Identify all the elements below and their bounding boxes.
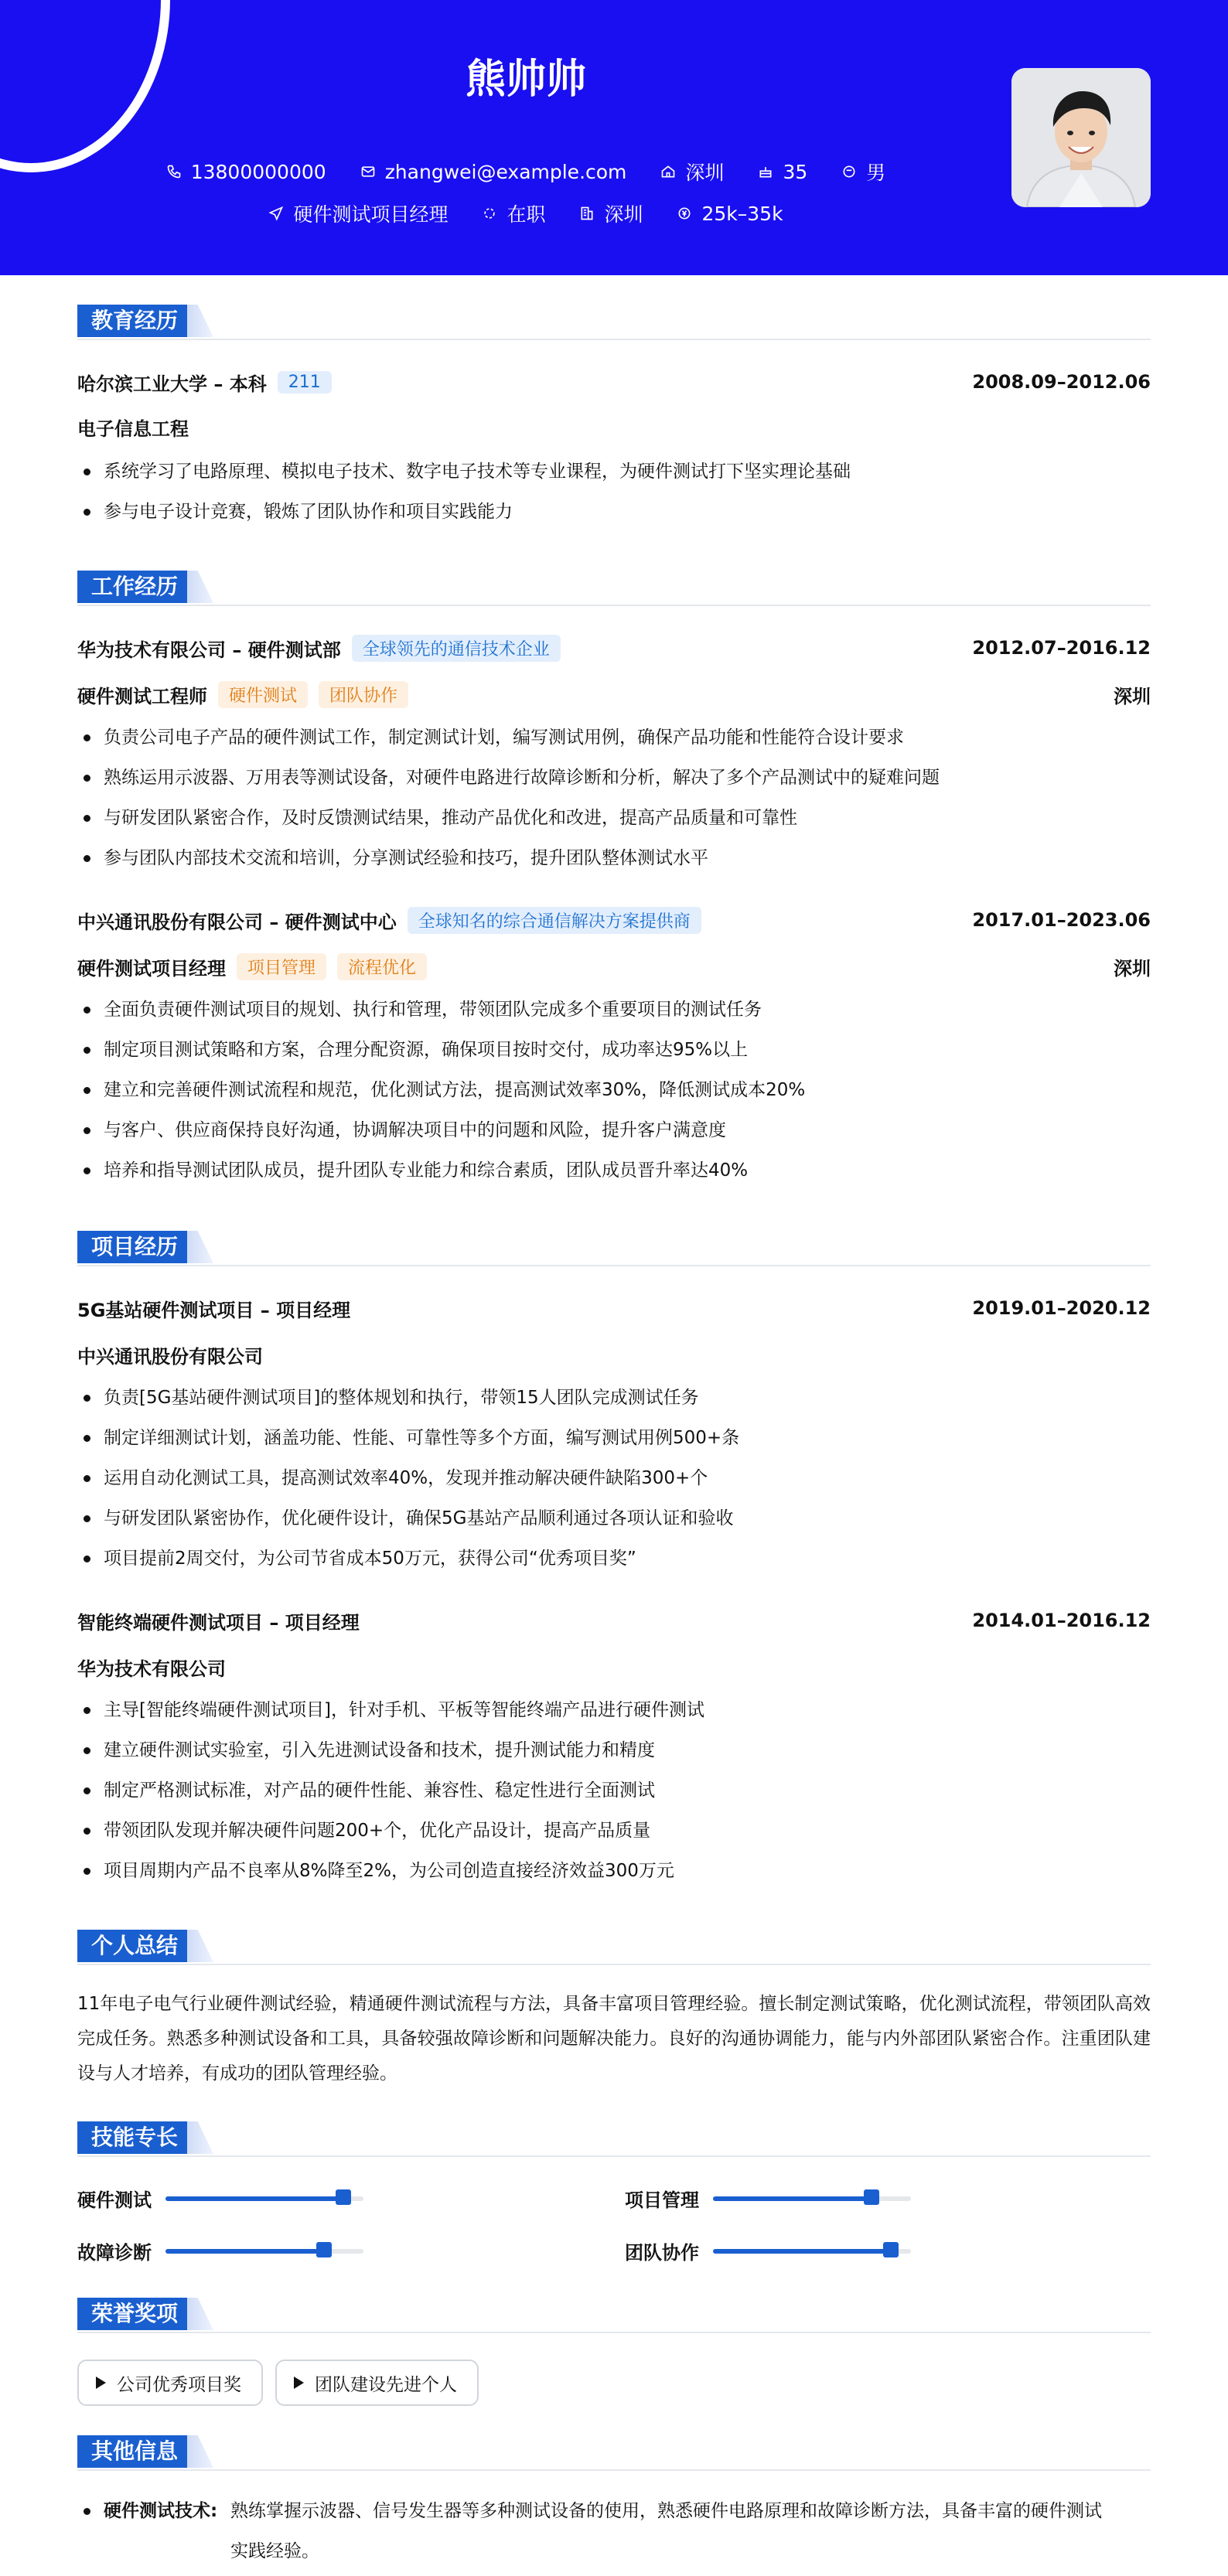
list-item: 带领团队发现并解决硬件问题200+个，优化产品设计，提高产品质量 [77, 1811, 1151, 1851]
job-bullets [77, 990, 1151, 1191]
skill-fill [713, 2249, 891, 2254]
education-row [77, 366, 1151, 397]
status-icon [482, 206, 497, 221]
education-bullets [77, 451, 1151, 532]
skill-knob [316, 2242, 332, 2257]
job-row [0, 199, 1052, 227]
skill-name: 硬件测试 [77, 2189, 152, 2211]
section-tail-decoration [187, 1930, 213, 1962]
gender-icon [841, 164, 857, 179]
candidate-name: 熊帅帅 [465, 56, 586, 103]
play-triangle-icon [294, 2377, 304, 2389]
list-item: 系统学习了电路原理、模拟电子技术、数字电子技术等专业课程，为硬件测试打下坚实理论基础 [77, 451, 1151, 492]
other-info-text [230, 2491, 1151, 2571]
list-item: 负责[5G基站硬件测试项目]的整体规划和执行，带领15人团队完成测试任务 [77, 1378, 1151, 1418]
section-divider [77, 2469, 1151, 2471]
section-tail-decoration [187, 2435, 213, 2468]
section-tail-decoration [187, 2298, 213, 2330]
school-name: 哈尔滨工业大学 – 本科 [77, 373, 267, 395]
project-name: 5G基站硬件测试项目 – 项目经理 [77, 1299, 351, 1321]
section-tail-decoration [187, 305, 213, 337]
school-tag: 211 [278, 371, 332, 394]
age-info [758, 158, 807, 186]
section-label: 技能专长 [77, 2121, 190, 2154]
skill-name: 项目管理 [625, 2189, 699, 2211]
job-location: 深圳 [1114, 685, 1151, 707]
skill-bar [713, 2249, 911, 2254]
job-role: 硬件测试工程师 [77, 685, 207, 707]
job-role-row [77, 951, 1151, 982]
section-label: 教育经历 [77, 305, 190, 337]
section-title-skills [77, 2121, 1151, 2154]
list-item: 与研发团队紧密合作，及时反馈测试结果，推动产品优化和改进，提高产品质量和可靠性 [77, 798, 1151, 838]
list-item: 培养和指导测试团队成员，提升团队专业能力和综合素质，团队成员晋升率达40% [77, 1150, 1151, 1191]
skill-teamwork [625, 2237, 911, 2264]
section-label: 其他信息 [77, 2435, 190, 2468]
send-icon [268, 206, 284, 221]
age-text: 35 [783, 160, 808, 183]
section-title-awards [77, 2298, 1151, 2330]
list-item: 制定严格测试标准，对产品的硬件性能、兼容性、稳定性进行全面测试 [77, 1770, 1151, 1811]
project-bullets [77, 1378, 1151, 1579]
list-item: 负责公司电子产品的硬件测试工作，制定测试计划，编写测试用例，确保产品功能和性能符合设计要求 [77, 717, 1151, 758]
list-item: 建立硬件测试实验室，引入先进测试设备和技术，提升测试能力和精度 [77, 1730, 1151, 1770]
list-item: 项目周期内产品不良率从8%降至2%，为公司创造直接经济效益300万元 [77, 1851, 1151, 1891]
gender-info [841, 158, 885, 186]
project-org: 华为技术有限公司 [77, 1658, 226, 1680]
skill-fault-diagnosis [77, 2237, 363, 2264]
section-tail-decoration [187, 571, 213, 603]
skill-fill [713, 2196, 872, 2201]
project-bullets [77, 1690, 1151, 1891]
project-org-row [77, 1651, 1151, 1682]
bullet-dot [84, 2508, 90, 2515]
award-badge [275, 2360, 479, 2406]
company-name: 中兴通讯股份有限公司 – 硬件测试中心 [77, 911, 397, 933]
cake-icon [758, 164, 773, 179]
list-item: 参与电子设计竞赛，锻炼了团队协作和项目实践能力 [77, 492, 1151, 532]
project-date: 2014.01–2016.12 [972, 1610, 1151, 1631]
project-org: 中兴通讯股份有限公司 [77, 1345, 263, 1368]
email-text: zhangwei@example.com [384, 160, 627, 183]
phone-icon [166, 164, 182, 179]
company-name: 华为技术有限公司 – 硬件测试部 [77, 639, 341, 661]
education-date: 2008.09–2012.06 [972, 371, 1151, 393]
project-header-row [77, 1605, 1151, 1636]
home-icon [660, 164, 676, 179]
other-info-line: 实践经验。 [230, 2541, 319, 2561]
summary-section [77, 1930, 1151, 1962]
skill-hardware-testing [77, 2185, 363, 2212]
avatar-portrait-icon [1011, 68, 1151, 207]
major-row [77, 411, 1151, 442]
job-role-row [77, 679, 1151, 710]
skill-name: 团队协作 [625, 2242, 699, 2264]
skill-bar [165, 2196, 363, 2201]
list-item: 制定项目测试策略和方案，合理分配资源，确保项目按时交付，成功率达95%以上 [77, 1030, 1151, 1070]
skill-bar [165, 2249, 363, 2254]
skill-tag: 硬件测试 [218, 681, 308, 708]
position-info [268, 199, 448, 227]
avatar [1011, 68, 1151, 207]
list-item: 项目提前2周交付，为公司节省成本50万元，获得公司“优秀项目奖” [77, 1538, 1151, 1579]
education-section [77, 305, 1151, 337]
job-header-row [77, 905, 1151, 935]
play-triangle-icon [96, 2377, 106, 2389]
status-text: 在职 [507, 203, 546, 226]
other-section [77, 2435, 1151, 2468]
skill-tag: 流程优化 [337, 953, 427, 980]
other-info-label: 硬件测试技术: [104, 2501, 218, 2521]
award-badge [77, 2360, 263, 2406]
job-date: 2017.01–2023.06 [972, 909, 1151, 931]
salary-info [677, 199, 783, 227]
section-label: 项目经历 [77, 1231, 190, 1263]
section-tail-decoration [187, 2121, 213, 2154]
section-divider [77, 1964, 1151, 1965]
money-icon [677, 206, 692, 221]
section-tail-decoration [187, 1231, 213, 1263]
summary-text: 11年电子电气行业硬件测试经验，精通硬件测试流程与方法，具备丰富项目管理经验。擅长制定测试策略，优化测试流程，带领团队高效完成任务。熟悉多种测试设备和工具，具备较强故障诊断和问题解决能力。良好的沟通协调能力，能与内外部团队紧密合作。注重团队建设与人才培养，有成功的团队管理经验。 [77, 1994, 1151, 2084]
phone-text: 13800000000 [190, 160, 326, 183]
skill-knob [336, 2189, 351, 2205]
skill-tag: 项目管理 [237, 953, 326, 980]
section-title-projects [77, 1231, 1151, 1263]
gender-text: 男 [866, 162, 886, 184]
skill-tag: 团队协作 [319, 681, 408, 708]
project-date: 2019.01–2020.12 [972, 1297, 1151, 1319]
other-info-line: 熟练掌握示波器、信号发生器等多种测试设备的使用，熟悉硬件电路原理和故障诊断方法，具备丰富的硬件测试 [230, 2501, 1102, 2521]
list-item: 制定详细测试计划，涵盖功能、性能、可靠性等多个方面，编写测试用例500+条 [77, 1418, 1151, 1458]
company-tag: 全球知名的综合通信解决方案提供商 [408, 907, 701, 934]
section-divider [77, 339, 1151, 340]
awards-section [77, 2298, 1151, 2330]
skill-knob [864, 2189, 879, 2205]
list-item: 主导[智能终端硬件测试项目]，针对手机、平板等智能终端产品进行硬件测试 [77, 1690, 1151, 1730]
list-item: 与研发团队紧密协作，优化硬件设计，确保5G基站产品顺利通过各项认证和验收 [77, 1498, 1151, 1538]
email-info [360, 158, 627, 186]
location-text: 深圳 [685, 162, 725, 184]
skill-name: 故障诊断 [77, 2242, 152, 2264]
work-section [77, 571, 1151, 603]
awards-list [77, 2360, 479, 2406]
section-divider [77, 605, 1151, 606]
section-title-summary [77, 1930, 1151, 1962]
skill-knob [883, 2242, 899, 2257]
location-info [660, 158, 724, 186]
list-item: 建立和完善硬件测试流程和规范，优化测试方法，提高测试效率30%，降低测试成本20% [77, 1070, 1151, 1110]
list-item: 与客户、供应商保持良好沟通，协调解决项目中的问题和风险，提升客户满意度 [77, 1110, 1151, 1150]
job-bullets [77, 717, 1151, 878]
skill-bar [713, 2196, 911, 2201]
status-info [482, 199, 545, 227]
job-location: 深圳 [1114, 957, 1151, 980]
major-name: 电子信息工程 [77, 417, 189, 440]
city-text: 深圳 [604, 203, 643, 226]
section-title-other [77, 2435, 1151, 2468]
contact-row [0, 158, 1052, 186]
list-item: 全面负责硬件测试项目的规划、执行和管理，带领团队完成多个重要项目的测试任务 [77, 990, 1151, 1030]
list-item: 运用自动化测试工具，提高测试效率40%，发现并推动解决硬件缺陷300+个 [77, 1458, 1151, 1498]
skill-fill [165, 2249, 324, 2254]
section-title-education [77, 305, 1151, 337]
other-info-item [77, 2491, 1151, 2571]
phone-info [166, 158, 326, 186]
projects-section [77, 1231, 1151, 1263]
resume-header [0, 0, 1228, 275]
project-org-row [77, 1339, 1151, 1370]
building-icon [579, 206, 595, 221]
skills-section [77, 2121, 1151, 2154]
skill-fill [165, 2196, 343, 2201]
list-item: 参与团队内部技术交流和培训，分享测试经验和技巧，提升团队整体测试水平 [77, 838, 1151, 878]
section-label: 荣誉奖项 [77, 2298, 190, 2330]
section-title-work [77, 571, 1151, 603]
award-label: 公司优秀项目奖 [117, 2374, 241, 2395]
project-header-row [77, 1293, 1151, 1324]
job-date: 2012.07–2016.12 [972, 637, 1151, 659]
job-header-row [77, 632, 1151, 663]
city-info [579, 199, 643, 227]
list-item: 熟练运用示波器、万用表等测试设备，对硬件电路进行故障诊断和分析，解决了多个产品测试中的疑难问题 [77, 758, 1151, 798]
award-label: 团队建设先进个人 [315, 2374, 457, 2395]
position-text: 硬件测试项目经理 [293, 203, 449, 226]
company-tag: 全球领先的通信技术企业 [352, 635, 561, 662]
project-name: 智能终端硬件测试项目 – 项目经理 [77, 1611, 360, 1634]
section-label: 个人总结 [77, 1930, 190, 1962]
section-divider [77, 2332, 1151, 2333]
job-role: 硬件测试项目经理 [77, 957, 226, 980]
section-divider [77, 2155, 1151, 2157]
salary-text: 25k–35k [701, 202, 783, 225]
skill-project-management [625, 2185, 911, 2212]
section-divider [77, 1265, 1151, 1266]
section-label: 工作经历 [77, 571, 190, 603]
mail-icon [360, 164, 376, 179]
